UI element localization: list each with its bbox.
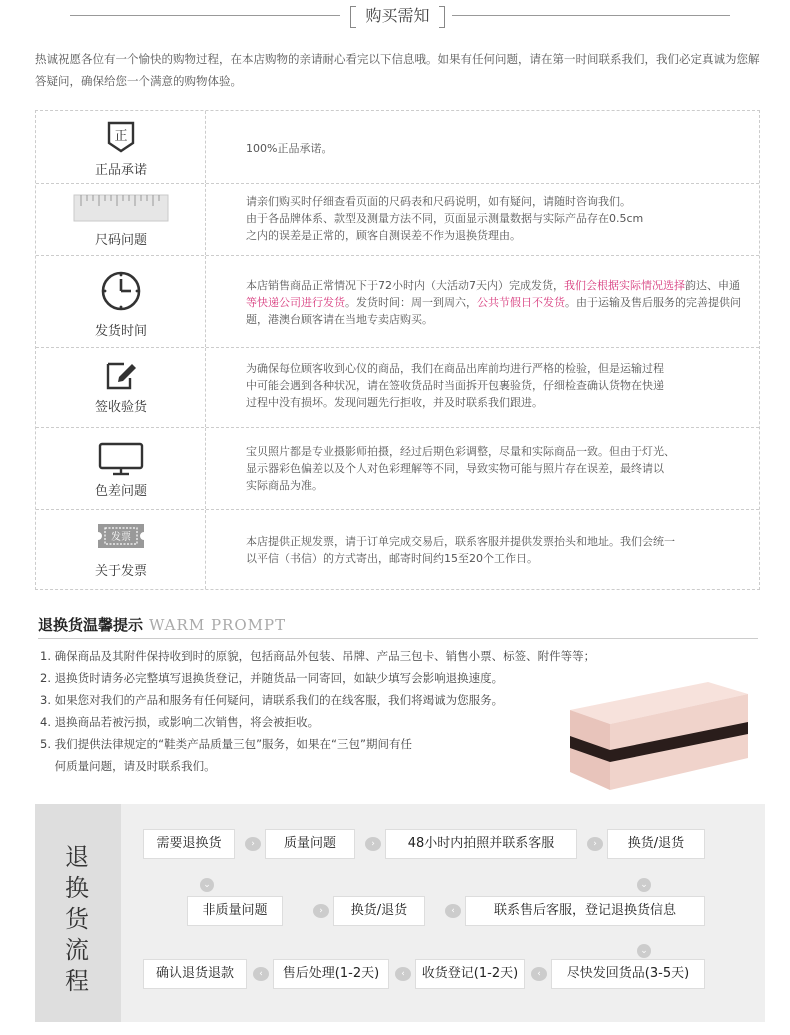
- arrow-down-icon: ⌄: [637, 944, 651, 958]
- info-text: [246, 277, 741, 328]
- info-label: 尺码问题: [94, 233, 147, 248]
- info-icon-cell: [36, 184, 206, 255]
- flow-step: 联系售后客服，登记退换货信息: [465, 896, 705, 926]
- info-row-color: [36, 427, 759, 509]
- header-divider-right: [452, 15, 730, 16]
- info-text: [246, 533, 741, 567]
- flow-title-char: 退: [65, 843, 89, 871]
- warm-prompt-subtitle: WARM PROMPT: [149, 616, 287, 634]
- flow-step: 售后处理(1-2天): [273, 959, 389, 989]
- info-text-line: 以平信（书信）的方式寄出，邮寄时间约15至20个工作日。: [246, 552, 538, 565]
- arrow-left-icon: ‹: [395, 967, 411, 981]
- warm-prompt-divider: [38, 638, 758, 639]
- info-label: 关于发票: [94, 564, 147, 579]
- info-text: [246, 193, 741, 244]
- flow-title-char: 流: [65, 936, 89, 964]
- info-text: 100%正品承诺。: [246, 142, 333, 155]
- intro-text: 热诚祝愿各位有一个愉快的购物过程，在本店购物的亲请耐心看完以下信息哦。如果有任何问题，请在第一时间联系我们，我们必定真诚为您解答疑问，确保给您一个满意的购物体验。: [35, 52, 760, 88]
- arrow-left-icon: ‹: [253, 967, 269, 981]
- flow-title-char: 换: [65, 874, 89, 902]
- info-text-line: 之内的误差是正常的，顾客自测误差不作为退换货理由。: [246, 229, 521, 242]
- return-flow-chart: [35, 804, 765, 1022]
- info-label: 发货时间: [94, 324, 147, 339]
- page-title: 购买需知: [350, 4, 445, 28]
- flow-step: 尽快发回货品(3-5天): [551, 959, 705, 989]
- sign-edit-icon: [104, 360, 138, 392]
- info-row-genuine: [36, 111, 759, 183]
- flow-step: 48小时内拍照并联系客服: [385, 829, 577, 859]
- warm-prompt-heading: [38, 614, 286, 635]
- info-text-line: 实际商品为准。: [246, 479, 323, 492]
- warm-prompt-title: 退换货温馨提示: [38, 616, 144, 634]
- genuine-badge-icon: [104, 121, 138, 153]
- svg-text:正: 正: [113, 129, 128, 144]
- list-item: 何质量问题，请及时联系我们。: [40, 759, 216, 773]
- info-text-line: 宝贝照片都是专业摄影师拍摄，经过后期色彩调整，尽量和实际商品一致。但由于灯光、: [246, 445, 675, 458]
- flow-step: 质量问题: [265, 829, 355, 859]
- info-text-line: 中可能会遇到各种状况，请在签收货品时当面拆开包裹验货，仔细检查确认货物在快递: [246, 379, 664, 392]
- list-item: 4. 退换商品若被污损，或影响二次销售，将会被拒收。: [40, 715, 320, 729]
- arrow-right-icon: ›: [587, 837, 603, 851]
- arrow-left-icon: ‹: [445, 904, 461, 918]
- monitor-icon: [97, 442, 145, 476]
- info-text-line: 请亲们购买时仔细查看页面的尺码表和尺码说明，如有疑问，请随时咨询我们。: [246, 195, 631, 208]
- page-header: [0, 0, 790, 34]
- arrow-left-icon: ‹: [531, 967, 547, 981]
- highlight-text: 我们会根据实际情况选择: [564, 279, 685, 292]
- arrow-right-icon: ›: [245, 837, 261, 851]
- highlight-text: 等快递公司进行发货: [246, 296, 345, 309]
- info-text-line: 本店提供正规发票，请于订单完成交易后，联系客服并提供发票抬头和地址。我们会统一: [246, 535, 675, 548]
- flow-side-title: [35, 804, 121, 1022]
- info-text: [246, 443, 741, 494]
- info-text-line: 过程中没有损坏。发现问题先行拒收，并及时联系我们跟进。: [246, 396, 543, 409]
- info-icon-cell: [36, 428, 206, 509]
- info-text: [246, 360, 741, 411]
- info-label: 签收验货: [94, 400, 147, 415]
- arrow-right-icon: ›: [365, 837, 381, 851]
- info-text-line: 为确保每位顾客收到心仪的商品，我们在商品出库前均进行严格的检验，但是运输过程: [246, 362, 664, 375]
- info-text-span: 。由于运输及售后服务的完善提供问题，港澳台顾客请在当地专卖店购买。: [246, 296, 741, 326]
- info-label: 色差问题: [94, 484, 147, 499]
- info-row-size: [36, 183, 759, 255]
- info-row-shipping: [36, 255, 759, 347]
- purchase-info-table: [35, 110, 760, 590]
- info-icon-cell: [36, 256, 206, 347]
- info-text-span: 本店销售商品正常情况下于72小时内（大活动7天内）完成发货，: [246, 279, 564, 292]
- svg-text:发票: 发票: [110, 532, 131, 543]
- flow-title-char: 货: [65, 905, 89, 933]
- flow-step: 确认退货退款: [143, 959, 247, 989]
- info-text-line: 显示器彩色偏差以及个人对色彩理解等不同，导致实物可能与照片存在误差，最终请以: [246, 462, 664, 475]
- arrow-right-icon: ›: [313, 904, 329, 918]
- list-item: 5. 我们提供法律规定的“鞋类产品质量三包”服务，如果在“三包”期间有任: [40, 737, 412, 751]
- list-item: 3. 如果您对我们的产品和服务有任何疑问，请联系我们的在线客服，我们将竭诚为您服务。: [40, 693, 504, 707]
- arrow-down-icon: ⌄: [637, 878, 651, 892]
- flow-step: 换货/退货: [607, 829, 705, 859]
- flow-step: 收货登记(1-2天): [415, 959, 525, 989]
- flow-title-char: 程: [65, 967, 89, 995]
- info-row-inspection: [36, 347, 759, 427]
- arrow-down-icon: ⌄: [200, 878, 214, 892]
- invoice-ticket-icon: [96, 522, 146, 550]
- clock-icon: [100, 270, 142, 312]
- info-icon-cell: [36, 111, 206, 183]
- info-icon-cell: [36, 348, 206, 427]
- info-icon-cell: [36, 510, 206, 589]
- info-text-span: 韵达、申通: [685, 279, 740, 292]
- header-divider-left: [70, 15, 340, 16]
- flow-step: 非质量问题: [187, 896, 283, 926]
- list-item: 1. 确保商品及其附件保持收到时的原貌，包括商品外包装、吊牌、产品三包卡、销售小票、标签、附件等等；: [40, 649, 596, 663]
- info-row-invoice: [36, 509, 759, 589]
- info-text-span: 。发货时间：周一到周六，: [345, 296, 477, 309]
- list-item: 2. 退换货时请务必完整填写退换货登记，并随货品一同寄回，如缺少填写会影响退换速度。: [40, 671, 504, 685]
- shoe-box-image: [568, 680, 750, 792]
- ruler-icon: [73, 194, 169, 222]
- flow-step: 换货/退货: [333, 896, 425, 926]
- info-label: 正品承诺: [94, 163, 147, 178]
- info-text-line: 由于各品牌体系、款型及测量方法不同，页面显示测量数据与实际产品存在0.5cm: [246, 212, 644, 225]
- flow-step: 需要退换货: [143, 829, 235, 859]
- highlight-text: 公共节假日不发货: [477, 296, 565, 309]
